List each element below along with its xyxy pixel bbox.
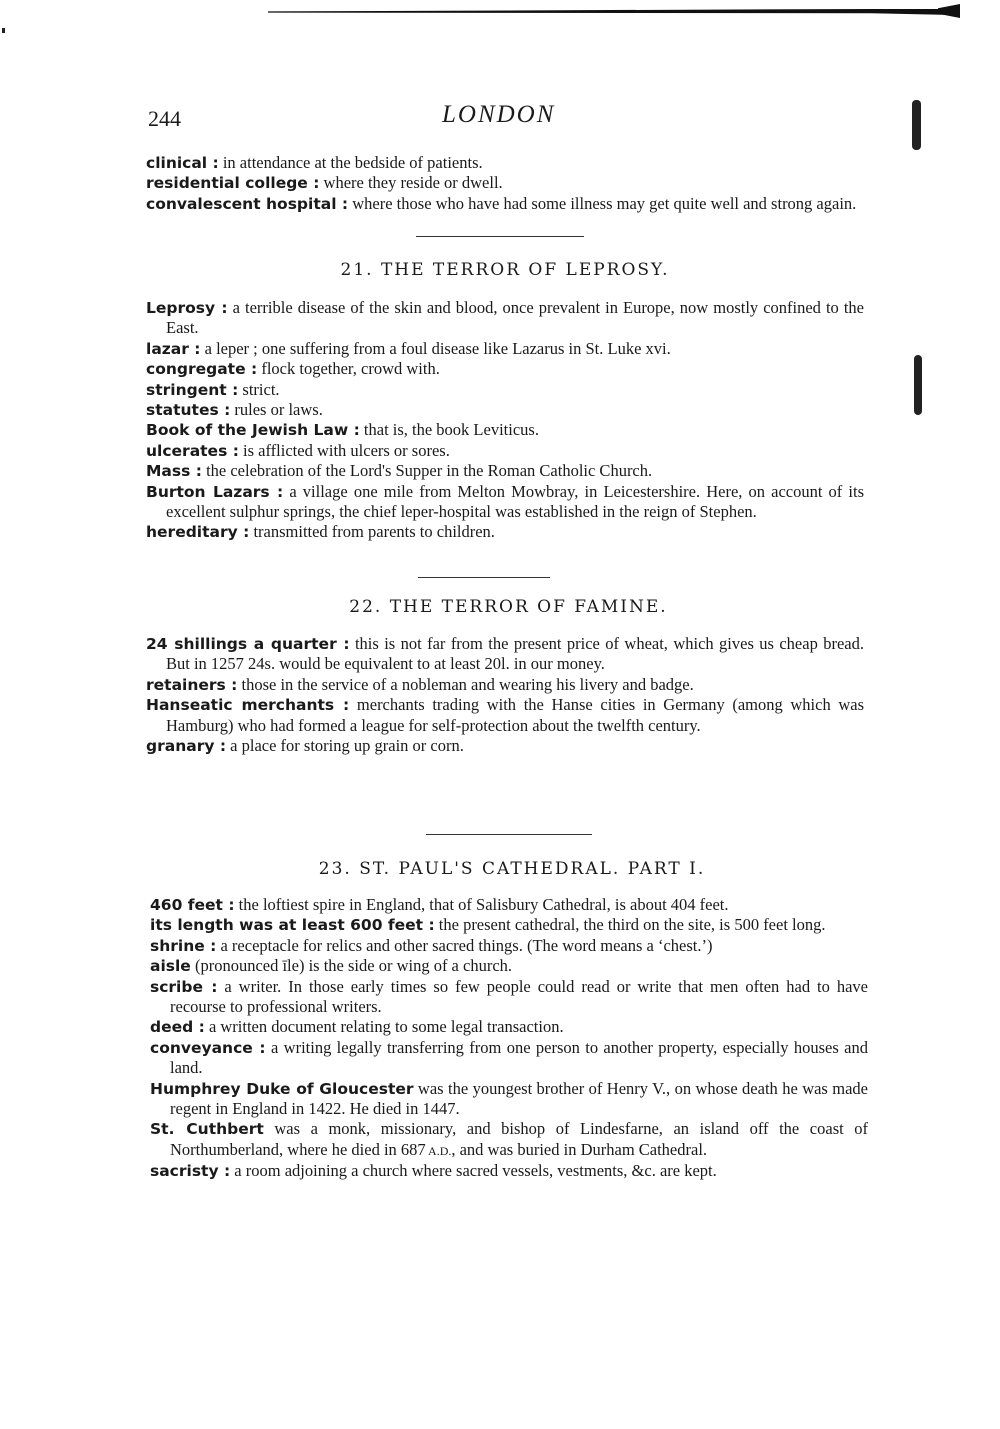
definition: merchants trading with the Hanse cities in Germany (among which was Hamburg) who had formed a league for self-protection about the twelfth century.: [166, 695, 864, 735]
definition: a writing legally transferring from one person to another property, especially houses and land.: [170, 1037, 868, 1078]
top-rule-tip: [938, 4, 960, 18]
term: Mass :: [146, 462, 202, 481]
glossary-entry: [146, 634, 864, 675]
definition: strict.: [238, 379, 280, 399]
definition: transmitted from parents to children.: [249, 522, 495, 542]
definition: was the youngest brother of Henry V., on whose death he was made regent in England in 1422. He died in 1447.: [170, 1078, 868, 1119]
term: Hanseatic merchants :: [146, 696, 350, 715]
definition: a leper ; one suffering from a foul disease like Lazarus in St. Luke xvi.: [200, 338, 671, 358]
term: retainers :: [146, 675, 238, 694]
definition: was a monk, missionary, and bishop of Lindesfarne, an island off the coast of Northumberland, where he died in 687: [170, 1119, 868, 1159]
definition: rules or laws.: [230, 400, 323, 420]
definition: where those who have had some illness may get quite well and strong again.: [348, 193, 857, 213]
definition: those in the service of a nobleman and wearing his livery and badge.: [237, 674, 694, 694]
term: its length was at least 600 feet :: [150, 916, 435, 935]
glossary-entry: [146, 153, 864, 173]
term: stringent :: [146, 380, 239, 399]
term: Book of the Jewish Law :: [146, 421, 360, 440]
section-title: 23. ST. PAUL'S CATHEDRAL. PART I.: [318, 859, 706, 879]
section-title: 22. THE TERROR OF FAMINE.: [349, 597, 668, 617]
glossary-entry: [150, 1017, 868, 1037]
term: Leprosy :: [146, 299, 228, 317]
section-22-glossary: [146, 634, 864, 756]
section-divider: [418, 577, 550, 578]
glossary-entry: [146, 441, 864, 461]
term: 24 shillings a quarter :: [146, 635, 350, 653]
term: residential college :: [146, 174, 320, 193]
term: ulcerates :: [146, 441, 239, 460]
section-21-glossary: [146, 298, 864, 543]
definition: in attendance at the bedside of patients.: [218, 153, 483, 172]
term: aisle: [150, 957, 191, 976]
term: Humphrey Duke of Gloucester: [150, 1079, 414, 1098]
definition: that is, the book Leviticus.: [359, 420, 539, 440]
glossary-entry: [150, 1119, 868, 1161]
glossary-entry: [146, 522, 864, 542]
term: lazar :: [146, 339, 201, 358]
section-23-glossary: [150, 895, 868, 1182]
section-title: 21. THE TERROR OF LEPROSY.: [340, 260, 670, 280]
definition: a room adjoining a church where sacred vessels, vestments, &c. are kept.: [230, 1161, 717, 1181]
glossary-entry: [150, 1079, 868, 1120]
definition: this is not far from the present price of wheat, which gives us cheap bread. But in 1257 24s. would be equivalent to at least 20l. in our money.: [166, 634, 864, 674]
glossary-entry: [150, 936, 868, 956]
term: Burton Lazars :: [146, 482, 284, 501]
term: congregate :: [146, 360, 258, 379]
term: shrine :: [150, 936, 217, 955]
definition-continued: , and was buried in Durham Cathedral.: [451, 1139, 708, 1159]
definition: is afflicted with ulcers or sores.: [238, 440, 450, 460]
term: 460 feet :: [150, 896, 235, 914]
glossary-entry: [146, 736, 864, 756]
glossary-entry: [150, 956, 868, 976]
top-rule: [268, 9, 953, 15]
section-divider: [416, 236, 584, 237]
glossary-entry: [150, 1161, 868, 1181]
definition: a village one mile from Melton Mowbray, in Leicestershire. Here, on account of its excellent sulphur springs, the chief leper-hospital was established in the reign of Stephen.: [166, 481, 864, 522]
definition: where they reside or dwell.: [319, 173, 503, 193]
glossary-entry: [146, 298, 864, 339]
glossary-entry: [146, 339, 864, 359]
scan-mark: [912, 100, 921, 150]
page-number: 244: [148, 106, 181, 131]
term: clinical :: [146, 154, 219, 172]
glossary-entry: [146, 173, 864, 193]
term: sacristy :: [150, 1162, 231, 1181]
running-title: LONDON: [442, 101, 556, 128]
definition: a written document relating to some legal transaction.: [204, 1017, 564, 1037]
section-divider: [426, 834, 592, 835]
glossary-entry: [146, 420, 864, 440]
term: statutes :: [146, 401, 231, 420]
glossary-entry: [146, 194, 864, 214]
definition: the loftiest spire in England, that of Salisbury Cathedral, is about 404 feet.: [234, 895, 729, 914]
glossary-entry: [150, 915, 868, 935]
term: granary :: [146, 737, 227, 756]
term: convalescent hospital :: [146, 194, 349, 213]
definition: a place for storing up grain or corn.: [226, 736, 464, 756]
intro-glossary: [146, 153, 864, 214]
glossary-entry: [146, 380, 864, 400]
glossary-entry: [150, 977, 868, 1018]
definition: a terrible disease of the skin and blood, once prevalent in Europe, now mostly confined to the East.: [166, 298, 865, 338]
glossary-entry: [146, 461, 864, 481]
glossary-entry: [146, 695, 864, 736]
term: hereditary :: [146, 523, 250, 542]
definition: flock together, crowd with.: [257, 359, 440, 379]
term: conveyance :: [150, 1038, 266, 1057]
term: scribe :: [150, 977, 218, 996]
glossary-entry: [150, 1038, 868, 1079]
glossary-entry: [146, 675, 864, 695]
term: St. Cuthbert: [150, 1120, 264, 1139]
glossary-entry: [146, 359, 864, 379]
definition: a receptacle for relics and other sacred things. (The word means a ‘chest.’): [216, 935, 713, 955]
glossary-entry: [146, 400, 864, 420]
glossary-entry: [150, 895, 868, 915]
definition: a writer. In those early times so few people could read or write that men often had to have recourse to professional writers.: [170, 976, 868, 1017]
scan-mark: [2, 28, 5, 33]
definition: the celebration of the Lord's Supper in the Roman Catholic Church.: [201, 461, 653, 481]
definition: (pronounced īle) is the side or wing of a church.: [190, 956, 513, 976]
glossary-entry: [146, 482, 864, 523]
scan-mark: [914, 355, 922, 415]
small-caps-era: A.D.: [425, 1143, 452, 1158]
term: deed :: [150, 1018, 205, 1037]
definition: the present cathedral, the third on the site, is 500 feet long.: [434, 915, 826, 935]
